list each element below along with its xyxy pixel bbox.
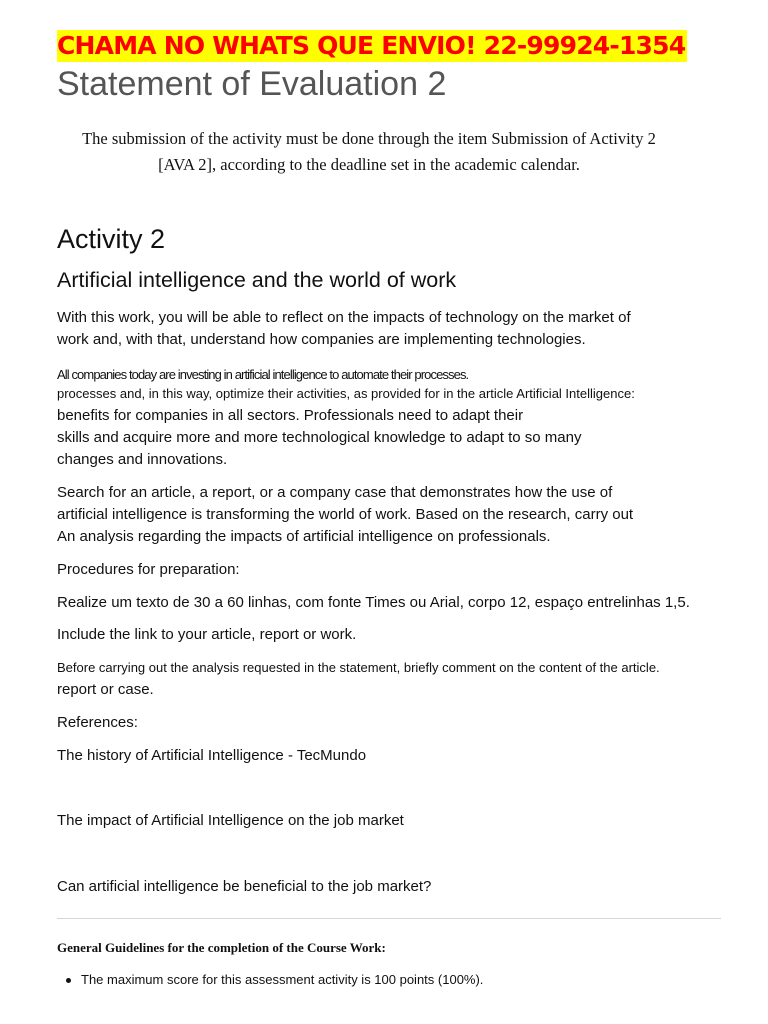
intro-line: work and, with that, understand how companies are implementing technologies. [57, 331, 586, 348]
document-title: Statement of Evaluation 2 [57, 65, 447, 103]
search-line: Search for an article, a report, or a company case that demonstrates how the use of [57, 484, 613, 501]
activity-heading: Activity 2 [57, 224, 166, 254]
procedure-comment-line: report or case. [57, 681, 154, 698]
procedure-link: Include the link to your article, report or work. [57, 626, 357, 643]
search-line: An analysis regarding the impacts of artificial intelligence on professionals. [57, 528, 551, 545]
reference-item[interactable]: The impact of Artificial Intelligence on the job market [57, 812, 404, 829]
reference-item[interactable]: The history of Artificial Intelligence - TecMundo [57, 747, 367, 764]
submission-note-line: The submission of the activity must be done through the item Submission of Activity 2 [82, 129, 656, 148]
guideline-text: The maximum score for this assessment activity is 100 points (100%). [81, 972, 484, 987]
guidelines-heading: General Guidelines for the completion of the Course Work: [57, 940, 386, 955]
guidelines-list [57, 970, 483, 990]
intro-line: With this work, you will be able to reflect on the impacts of technology on the market of [57, 309, 631, 326]
submission-note-line: [AVA 2], according to the deadline set in the academic calendar. [158, 155, 580, 174]
references-label: References: [57, 714, 138, 731]
companies-line: skills and acquire more and more technological knowledge to adapt to so many [57, 429, 582, 446]
contact-banner: CHAMA NO WHATS QUE ENVIO! 22-99924-1354 [57, 31, 686, 60]
submission-note [57, 126, 681, 178]
procedures-label: Procedures for preparation: [57, 561, 240, 578]
procedure-comment-line: Before carrying out the analysis requested in the statement, briefly comment on the content of the article. [57, 660, 660, 675]
search-line: artificial intelligence is transforming the world of work. Based on the research, carry out [57, 506, 634, 523]
bullet-icon [66, 978, 71, 983]
companies-line: benefits for companies in all sectors. Professionals need to adapt their [57, 407, 524, 424]
activity-subheading: Artificial intelligence and the world of work [57, 268, 457, 292]
guideline-item [57, 970, 483, 990]
procedure-format: Realize um texto de 30 a 60 linhas, com fonte Times ou Arial, corpo 12, espaço entrelinhas 1,5. [57, 594, 690, 611]
reference-item[interactable]: Can artificial intelligence be beneficial to the job market? [57, 878, 432, 895]
section-divider [57, 918, 721, 919]
companies-line: All companies today are investing in artificial intelligence to automate their processes. [57, 367, 469, 382]
companies-line: processes and, in this way, optimize their activities, as provided for in the article Artificial Intelligence: [57, 386, 635, 401]
companies-line: changes and innovations. [57, 451, 228, 468]
